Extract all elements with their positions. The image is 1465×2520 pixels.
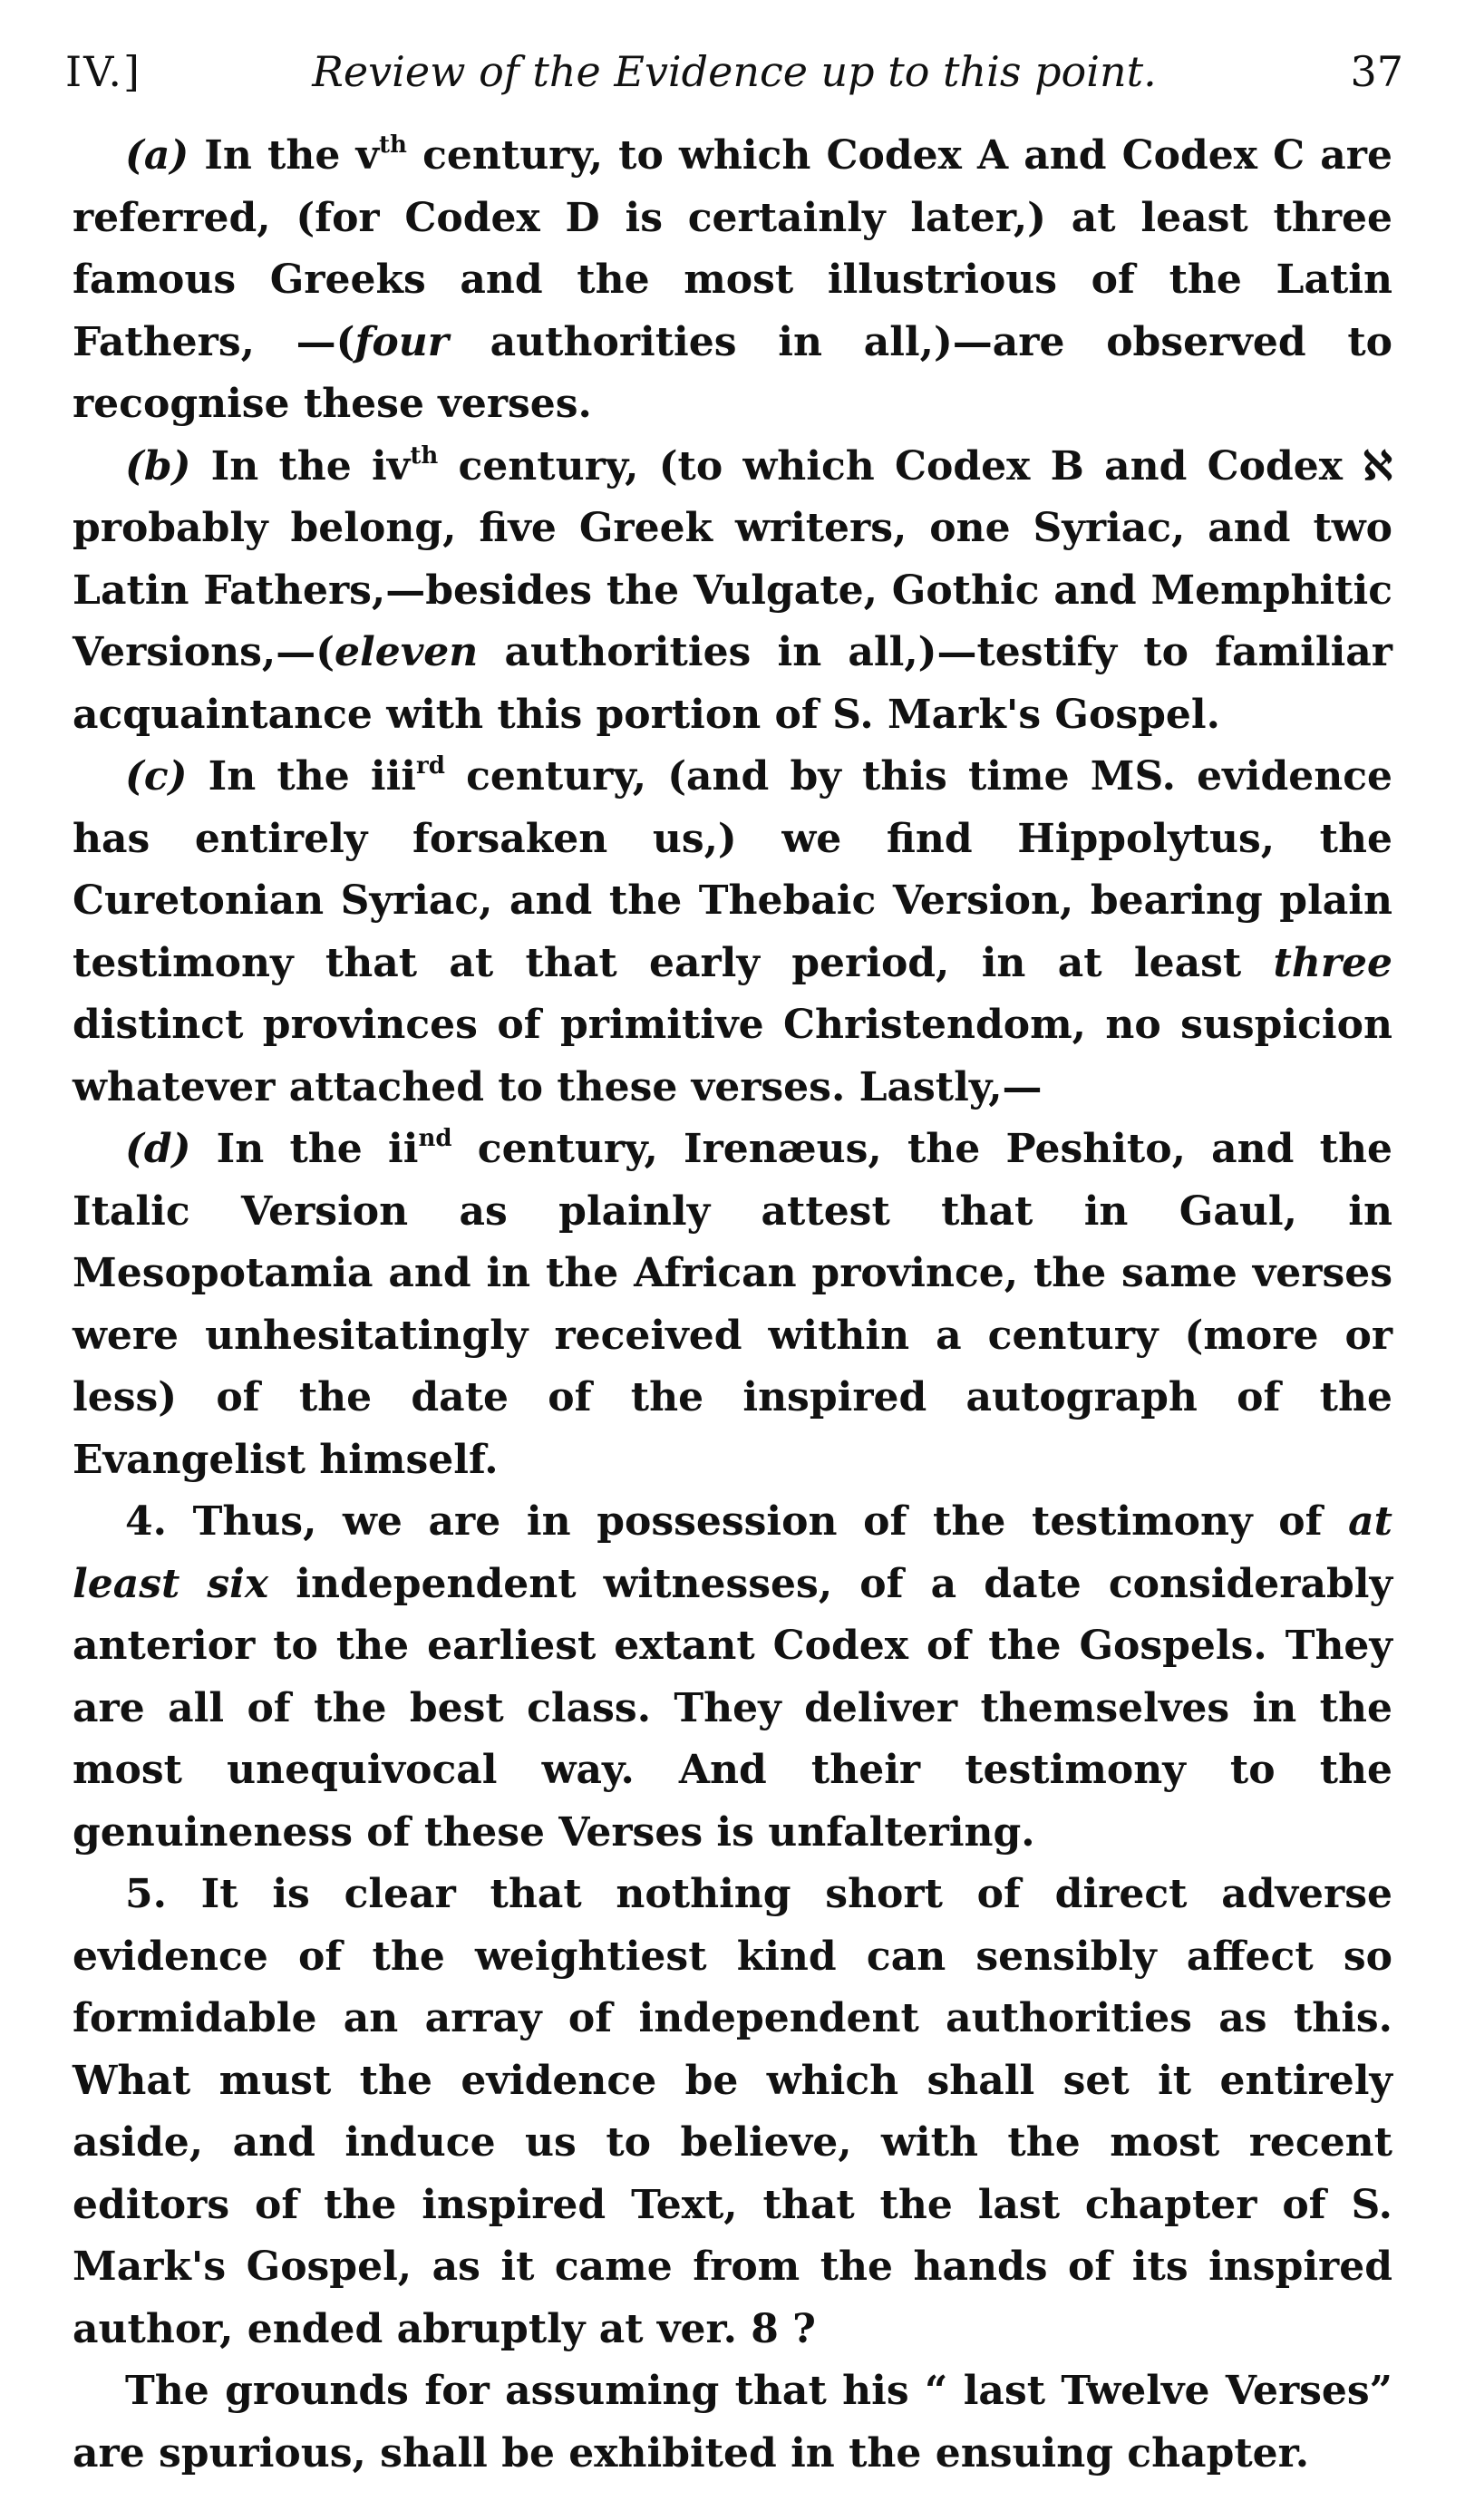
ordinal-superscript: rd [416, 752, 445, 780]
paragraph-5 [73, 1864, 1392, 2360]
paragraph-d [73, 1119, 1392, 1491]
paragraph-text: century, (and by this time MS. evidence has entirely forsaken us,) we find Hippolytus, the Curetonian Syriac, and the Thebaic Version, bearing plain testimony that at that early period, in at least [73, 753, 1392, 986]
paragraph-label: (c) [125, 753, 188, 800]
paragraph-text: distinct provinces of primitive Christendom, no suspicion whatever attached to these verses. Lastly,— [73, 1002, 1392, 1110]
paragraph-label: (b) [125, 442, 191, 489]
paragraph-text: In the v [204, 132, 380, 179]
paragraph-text: In the ii [216, 1126, 419, 1172]
paragraph-label: (d) [125, 1126, 191, 1172]
chapter-mark: IV.] [65, 47, 141, 96]
paragraph-c [73, 746, 1392, 1119]
paragraph-text: century, to which Codex A and Codex C are referred, (for Codex D is certainly later,) at least three famous Greeks and the most illustrious of the Latin Fathers, —( [73, 132, 1392, 365]
emphasis-text: at least six [73, 1498, 1392, 1607]
paragraph-text: century, Irenæus, the Peshito, and the Italic Version as plainly attest that in Gaul, in Mesopotamia and in the African province, the same verses were unhesitatingly received within a century (more or less) of the date of the inspired autograph of the Evangelist himself. [73, 1126, 1392, 1483]
body-text [73, 125, 1392, 2485]
paragraph-text: In the iv [210, 442, 411, 489]
paragraph-b [73, 436, 1392, 747]
emphasis-text: four [354, 318, 449, 365]
paragraph-a [73, 125, 1392, 436]
emphasis-text: three [1273, 939, 1392, 986]
paragraph-text: 5. It is clear that nothing short of direct adverse evidence of the weightiest kind can sensibly affect so formidable an array of independent authorities as this. What must the evidence be which shall set it entirely aside, and induce us to believe, with the most recent editors of the inspired Text, that the last chapter of S. Mark's Gospel, as it came from the hands of its inspired author, ended abruptly at ver. 8 ? [73, 1871, 1392, 2352]
ordinal-superscript: th [410, 441, 439, 470]
running-title: Review of the Evidence up to this point. [312, 47, 1157, 96]
emphasis-text: eleven [335, 629, 479, 675]
paragraph-text: independent witnesses, of a date considerably anterior to the earliest extant Codex of the Gospels. They are all of the best class. They deliver themselves in the most unequivocal way. And their testimony to the genuineness of these Verses is unfaltering. [73, 1560, 1393, 1856]
paragraph-4 [73, 1491, 1392, 1864]
paragraph-text: The grounds for assuming that his “ last Twelve Verses” are spurious, shall be exhibited in the ensuing chapter. [73, 2368, 1392, 2476]
paragraph-text: 4. Thus, we are in possession of the testimony of [125, 1498, 1349, 1545]
paragraph-label: (a) [125, 132, 189, 179]
page-number: 37 [1350, 47, 1403, 96]
paragraph-text: century, (to which Codex B and Codex ℵ probably belong, five Greek writers, one Syriac, and two Latin Fathers,—besides the Vulgate, Gothic and Memphitic Versions,—( [73, 442, 1392, 675]
ordinal-superscript: th [379, 131, 407, 159]
paragraph-text: In the iii [208, 753, 417, 800]
paragraph-6 [73, 2360, 1392, 2485]
paragraph-text: authorities in all,)—are observed to recognise these verses. [73, 318, 1393, 427]
paragraph-text: authorities in all,)—testify to familiar acquaintance with this portion of S. Mark's Gospel. [73, 629, 1392, 738]
ordinal-superscript: nd [418, 1125, 452, 1152]
running-head [65, 40, 1403, 103]
